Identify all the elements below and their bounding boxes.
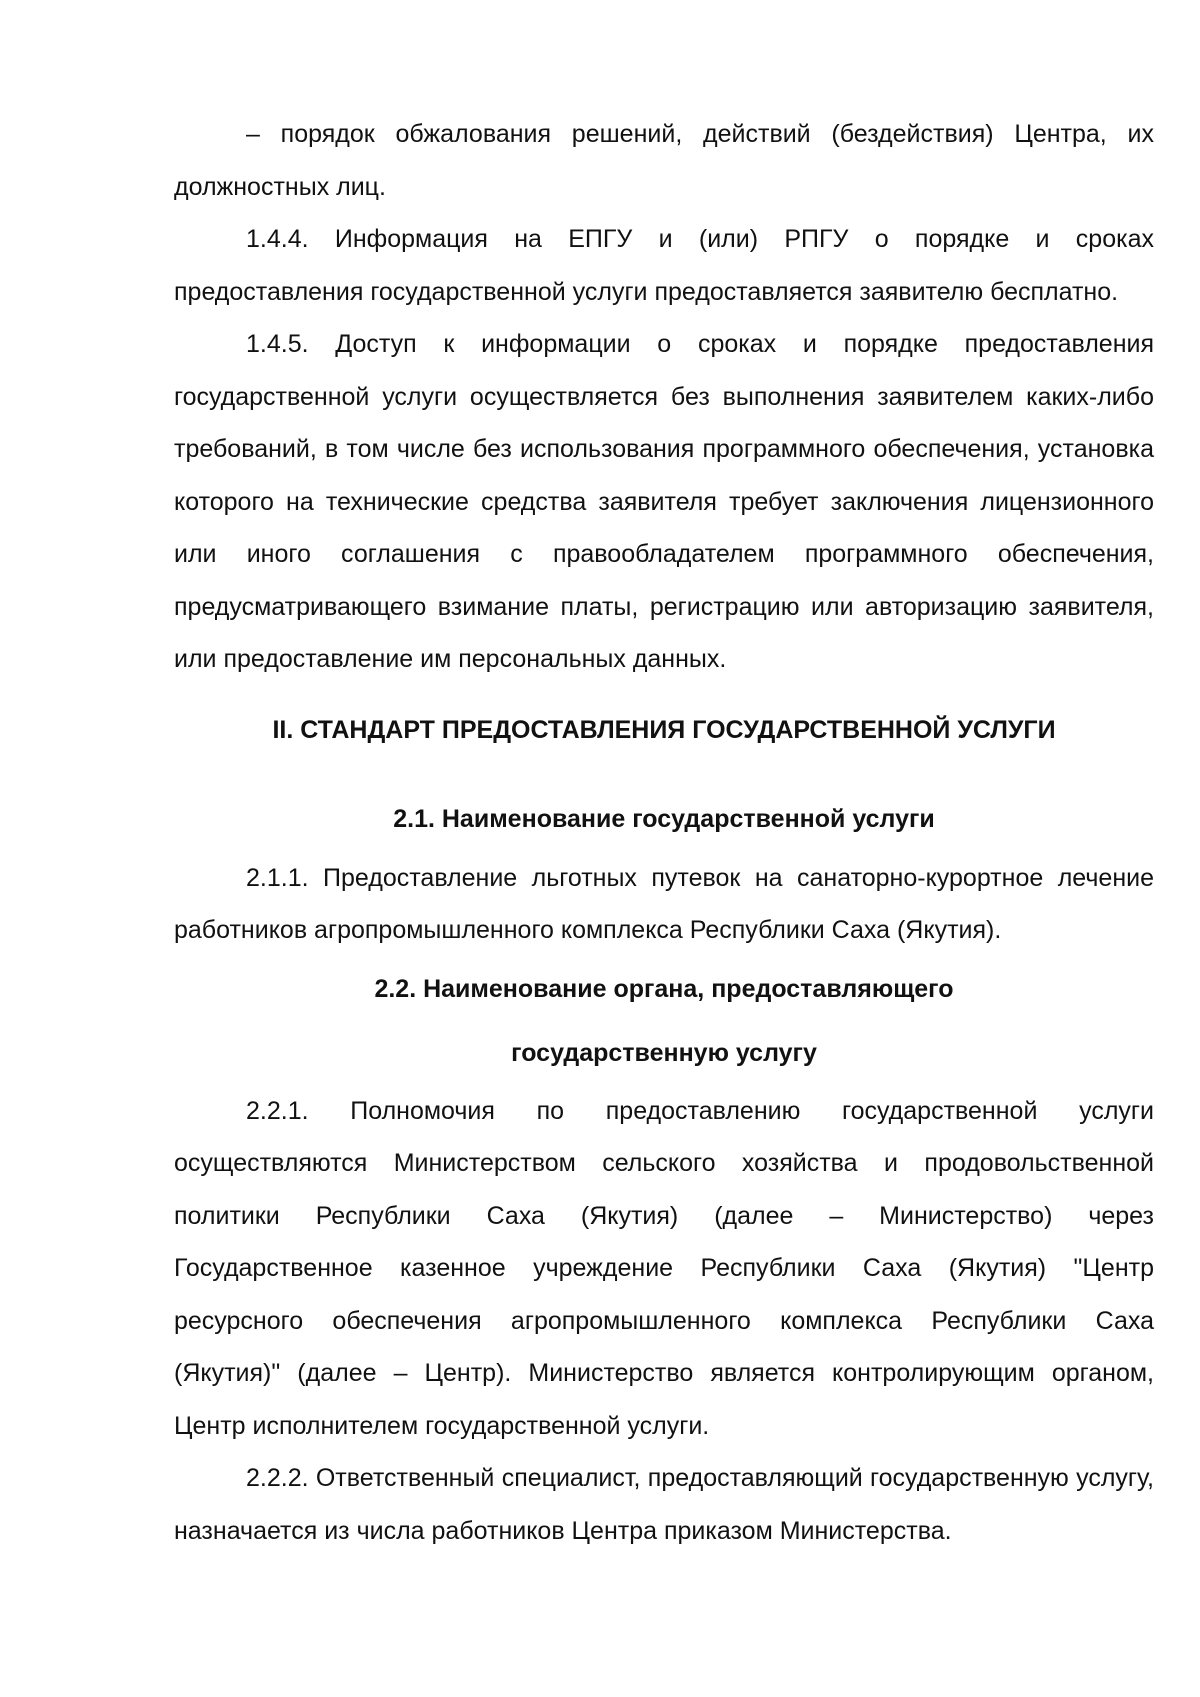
paragraph-1-4-5: 1.4.5. Доступ к информации о сроках и порядке предоставления государственной услуги осуществляется без выполнения заявителем каких-либо требований, в том числе без использования программного обеспечения, установка которого на технические средства заявителя требует заключения лицензионного или иного соглашения с правообладателем программного обеспечения, предусматривающего взимание платы, регистрацию или авторизацию заявителя, или предоставление им персональных данных. xyxy=(174,330,1154,673)
subsection-title-2-1: 2.1. Наименование государственной услуги xyxy=(393,804,935,833)
subsection-title-2-2-line1: 2.2. Наименование органа, предоставляющего xyxy=(374,974,954,1003)
paragraph-2-1-1: 2.1.1. Предоставление льготных путевок на санаторно-курортное лечение работников агропромышленного комплекса Республики Саха (Якутия). xyxy=(174,863,1154,944)
document-body xyxy=(174,108,1154,1557)
paragraph-appeal-procedure: – порядок обжалования решений, действий (бездействия) Центра, их должностных лиц. xyxy=(174,120,1154,201)
paragraph-2-2-1: 2.2.1. Полномочия по предоставлению государственной услуги осуществляются Министерством сельского хозяйства и продовольственной политики Республики Саха (Якутия) (далее – Министерство) через Государственное казенное учреждение Республики Саха (Якутия) "Центр ресурсного обеспечения агропромышленного комплекса Республики Саха (Якутия)" (далее – Центр). Министерство является контролирующим органом, Центр исполнителем государственной услуги. xyxy=(174,1096,1154,1440)
paragraph-2-2-2: 2.2.2. Ответственный специалист, предоставляющий государственную услугу, назначается из числа работников Центра приказом Министерства. xyxy=(174,1464,1154,1545)
section-title: II. СТАНДАРТ ПРЕДОСТАВЛЕНИЯ ГОСУДАРСТВЕННОЙ УСЛУГИ xyxy=(272,715,1056,744)
subsection-title-2-2-line2: государственную услугу xyxy=(511,1038,817,1067)
paragraph-1-4-4: 1.4.4. Информация на ЕПГУ и (или) РПГУ о порядке и сроках предоставления государственной услуги предоставляется заявителю бесплатно. xyxy=(174,225,1154,306)
